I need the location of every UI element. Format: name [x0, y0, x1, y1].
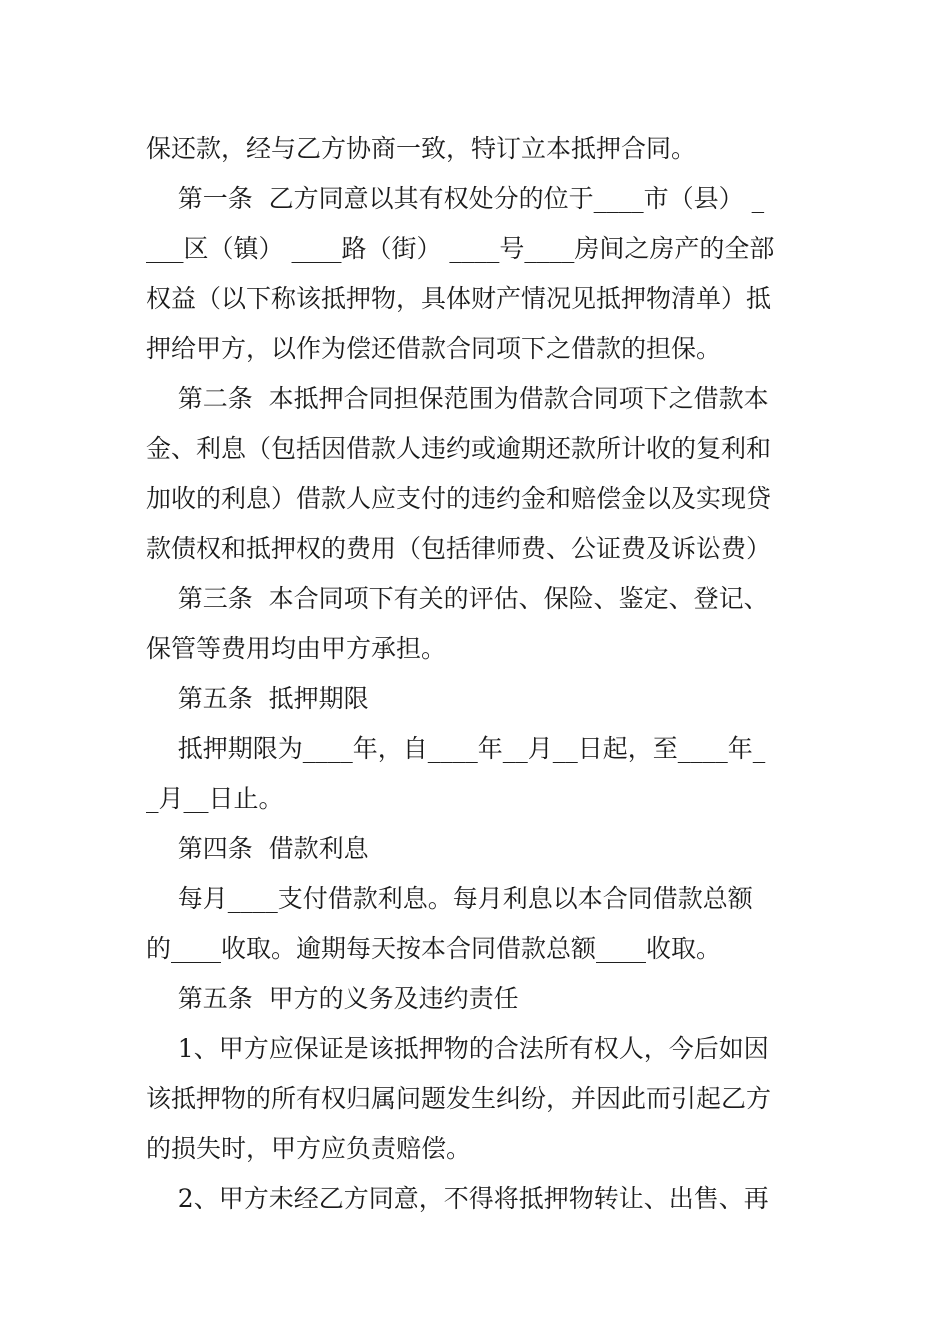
- text-line: 该抵押物的所有权归属问题发生纠纷，并因此而引起乙方: [146, 1084, 772, 1113]
- text-line: 第二条 本抵押合同担保范围为借款合同项下之借款本: [146, 384, 769, 413]
- text-line: 每月____支付借款利息。每月利息以本合同借款总额: [146, 884, 753, 913]
- text-line: _月__日止。: [146, 784, 284, 813]
- text-line: 第四条 借款利息: [146, 834, 369, 863]
- text-line: 金、利息（包括因借款人违约或逾期还款所计收的复利和: [146, 434, 772, 463]
- text-line: 第五条 抵押期限: [146, 684, 369, 713]
- text-line: 第五条 甲方的义务及违约责任: [146, 984, 519, 1013]
- text-line: 1、甲方应保证是该抵押物的合法所有权人，今后如因: [146, 1034, 769, 1063]
- document-body: [146, 124, 806, 1224]
- text-line: ___区（镇） ____路（街） ____号____房间之房产的全部: [146, 234, 775, 263]
- text-line: 加收的利息）借款人应支付的违约金和赔偿金以及实现贷: [146, 484, 772, 513]
- text-line: 第一条 乙方同意以其有权处分的位于____市（县） _: [146, 184, 765, 213]
- text-line: 的____收取。逾期每天按本合同借款总额____收取。: [146, 934, 722, 963]
- text-line: 权益（以下称该抵押物，具体财产情况见抵押物清单）抵: [146, 284, 772, 313]
- text-line: 款债权和抵押权的费用（包括律师费、公证费及诉讼费）: [146, 534, 772, 563]
- text-line: 保管等费用均由甲方承担。: [146, 634, 447, 663]
- text-line: 押给甲方，以作为偿还借款合同项下之借款的担保。: [146, 334, 722, 363]
- text-line: 第三条 本合同项下有关的评估、保险、鉴定、登记、: [146, 584, 769, 613]
- text-line: 2、甲方未经乙方同意，不得将抵押物转让、出售、再: [146, 1184, 769, 1213]
- text-line: 的损失时，甲方应负责赔偿。: [146, 1134, 472, 1163]
- text-line: 抵押期限为____年，自____年__月__日起，至____年_: [146, 734, 766, 763]
- text-line: 保还款，经与乙方协商一致，特订立本抵押合同。: [146, 134, 697, 163]
